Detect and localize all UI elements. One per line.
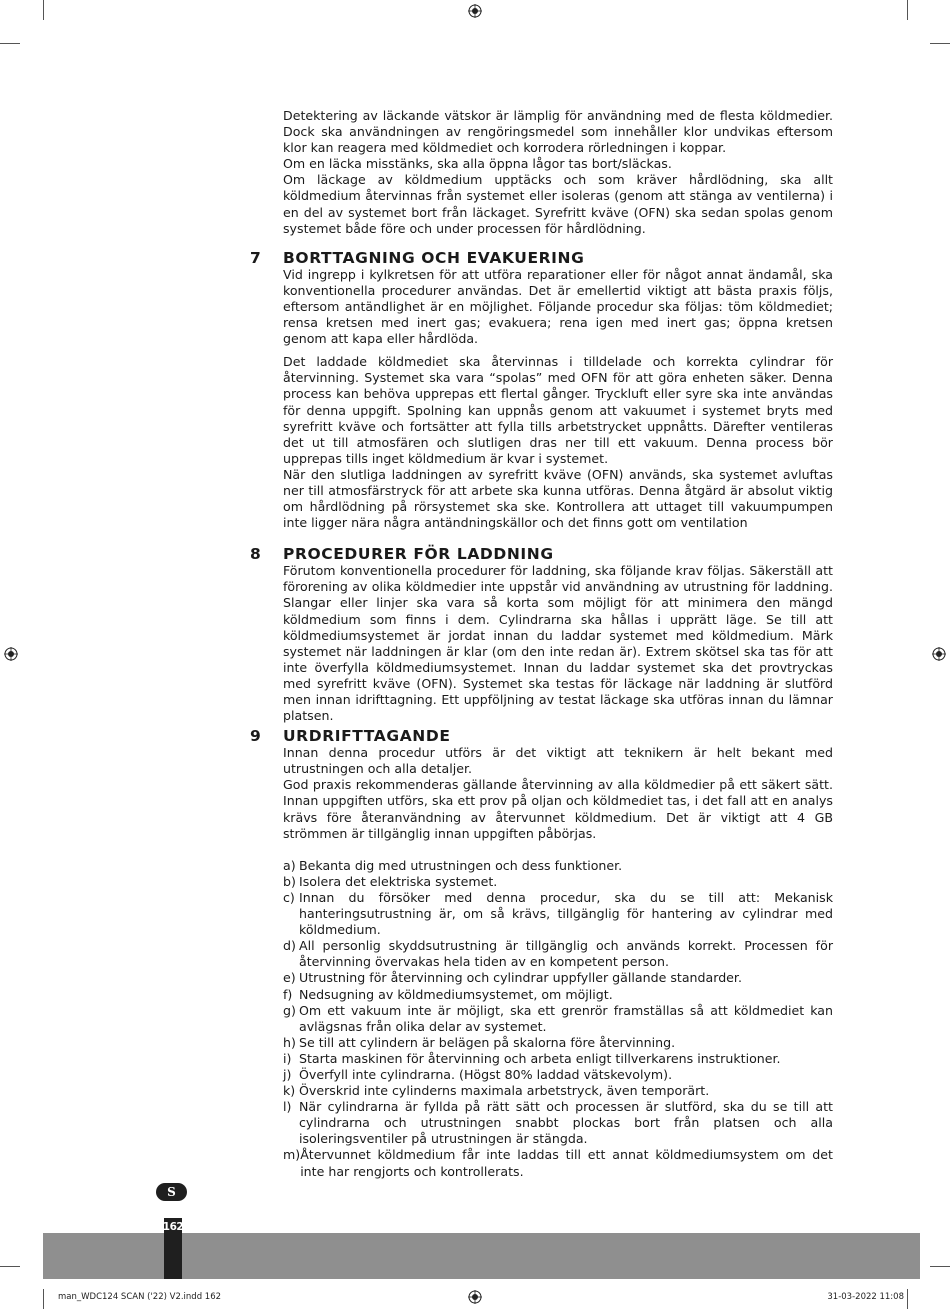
file-slug: man_WDC124 SCAN ('22) V2.indd 162 xyxy=(58,1292,222,1302)
section-paragraph: När den slutliga laddningen av syrefritt kväve (OFN) används, ska systemet avluftas ner till atmosfärstryck för att arbete ska kunna utföras. Denna åtgärd är absolut viktig om hårdlödning på rörsystemet ska ske. Kontrollera att uttaget till vakuumpumpen inte ligger nära några antändningskällor och det finns gott om ventilation xyxy=(283,466,833,531)
intro-text xyxy=(283,108,833,237)
registration-mark-icon xyxy=(4,647,18,661)
date-slug: 31-03-2022 11:08 xyxy=(827,1292,904,1302)
section-heading xyxy=(250,727,833,746)
list-item: b) Isolera det elektriska systemet. xyxy=(283,873,498,889)
registration-mark-icon xyxy=(468,1290,482,1304)
crop-mark xyxy=(907,0,908,20)
document-body xyxy=(250,108,833,1180)
page-number: 162 xyxy=(162,1221,184,1233)
list-item: i) Starta maskinen för återvinning och arbeta enligt tillverkarens instruktioner. xyxy=(283,1050,781,1066)
list-item: k) Överskrid inte cylinderns maximala arbetstryck, även temporärt. xyxy=(283,1083,710,1099)
crop-mark xyxy=(0,43,20,44)
section-8 xyxy=(250,545,833,724)
registration-mark-icon xyxy=(468,4,482,18)
list-item: c) Innan du försöker med denna procedur, ska du se till att: Mekanisk hanteringsutrustning är, om så krävs, tillgänglig för hantering av cylindrar med köldmedium. xyxy=(283,889,833,938)
intro-paragraph: Detektering av läckande vätskor är lämplig för användning med de flesta köldmedier. Dock ska användningen av rengöringsmedel som innehåller klor undvikas eftersom klor kan reagera med köldmediet och korrodera rörledningen i koppar. xyxy=(283,108,833,156)
crop-mark xyxy=(0,1266,20,1267)
section-title: BORTTAGNING OCH EVAKUERING xyxy=(283,248,585,267)
list-item: f) Nedsugning av köldmediumsystemet, om möjligt. xyxy=(283,986,613,1002)
crop-mark xyxy=(907,1289,908,1309)
crop-mark xyxy=(930,43,950,44)
section-7 xyxy=(250,249,833,532)
crop-mark xyxy=(43,0,44,20)
section-paragraph: Vid ingrepp i kylkretsen för att utföra reparationer eller för något annat ändamål, ska konventionella procedurer användas. Det är emellertid viktigt att bästa praxis följs, eftersom antändlighet är en möjlighet. Följande procedur ska följas: töm köldmediet; rensa kretsen med inert gas; evakuera; rena igen med inert gas; öppna kretsen genom att kapa eller hårdlöda. xyxy=(283,266,833,347)
section-number: 7 xyxy=(250,248,261,267)
section-paragraph: Innan denna procedur utförs är det viktigt att teknikern är helt bekant med utrustningen och alla detaljer. xyxy=(283,745,833,777)
section-9 xyxy=(250,727,833,1179)
section-number: 8 xyxy=(250,545,261,564)
list-item: j) Överfyll inte cylindrarna. (Högst 80% laddad vätskevolym). xyxy=(283,1066,673,1082)
list-item: e) Utrustning för återvinning och cylindrar uppfyller gällande standarder. xyxy=(283,970,742,986)
section-title: URDRIFTTAGANDE xyxy=(283,727,451,746)
list-item: h) Se till att cylindern är belägen på skalorna före återvinning. xyxy=(283,1034,676,1050)
list-item: a) Bekanta dig med utrustningen och dess funktioner. xyxy=(283,857,623,873)
section-title: PROCEDURER FÖR LADDNING xyxy=(283,545,554,564)
section-number: 9 xyxy=(250,727,261,746)
list-item: m) Återvunnet köldmedium får inte laddas till ett annat köldmediumsystem om det inte har rengjorts och kontrollerats. xyxy=(283,1147,833,1179)
list-item: d) All personlig skyddsutrustning är tillgänglig och används korrekt. Processen för återvinning övervakas hela tiden av en kompetent person. xyxy=(283,938,833,970)
list-item: g) Om ett vakuum inte är möjligt, ska ett grenrör framställas så att köldmediet kan avlägsnas från olika delar av systemet. xyxy=(283,1002,833,1034)
crop-mark xyxy=(43,1289,44,1309)
language-badge: S xyxy=(156,1183,187,1201)
section-paragraph: Det laddade köldmediet ska återvinnas i tilldelade och korrekta cylindrar för återvinning. Systemet ska vara “spolas” med OFN för att göra enheten säker. Denna process kan behöva upprepas ett flertal gånger. Tryckluft eller syre ska inte användas för denna uppgift. Spolning kan uppnås genom att vakuumet i systemet bryts med syrefritt kväve och fortsätter att fylla tills arbetstrycket uppnåtts. Därefter ventileras det ut till atmosfären och slutligen dras ner till ett vakuum. Denna process bör upprepas tills inget köldmedium är kvar i systemet. xyxy=(283,354,833,466)
registration-mark-icon xyxy=(932,647,946,661)
crop-mark xyxy=(930,1266,950,1267)
section-paragraph: God praxis rekommenderas gällande återvinning av alla köldmedier på ett säkert sätt. Innan uppgiften utförs, ska ett prov på oljan och köldmediet tas, i det fall att en analys krävs före återanvändning av återvunnet köldmedium. Det är viktigt att 4 GB strömmen är tillgänglig innan uppgiften påbörjas. xyxy=(283,777,833,841)
section-heading xyxy=(250,249,833,268)
procedure-list xyxy=(283,858,833,1180)
section-heading xyxy=(250,545,833,564)
section-paragraph: Förutom konventionella procedurer för laddning, ska följande krav följas. Säkerställ att förorening av olika köldmedier inte uppstår vid användning av utrustning för laddning. Slangar eller linjer ska vara så korta som möjligt för att minimera den mängd köldmedium som finns i dem. Cylindrarna ska hållas i upprätt läge. Se till att köldmediumsystemet är jordat innan du laddar systemet med köldmedium. Märk systemet när laddningen är klar (om den inte redan är). Extrem skötsel ska tas för att inte överfylla köldmediumsystemet. Innan du laddar systemet ska det provtryckas med syrefritt kväve (OFN). Systemet ska testas för läckage när laddning är slutförd men innan idrifttagning. Ett uppföljning av testat läckage ska utföras innan du lämnar platsen. xyxy=(283,563,833,724)
intro-paragraph: Om en läcka misstänks, ska alla öppna lågor tas bort/släckas. xyxy=(283,156,672,172)
intro-paragraph: Om läckage av köldmedium upptäcks och som kräver hårdlödning, ska allt köldmedium återvinnas från systemet eller isoleras (genom att stänga av ventilerna) i en del av systemet bort från läckaget. Syrefritt kväve (OFN) ska sedan spolas genom systemet både före och under processen för hårdlödning. xyxy=(283,172,833,236)
list-item: l) När cylindrarna är fyllda på rätt sätt och processen är slutförd, ska du se till att cylindrarna och utrustningen snabbt plockas bort från platsen och alla isoleringsventiler på utrustningen är stängda. xyxy=(283,1099,833,1147)
